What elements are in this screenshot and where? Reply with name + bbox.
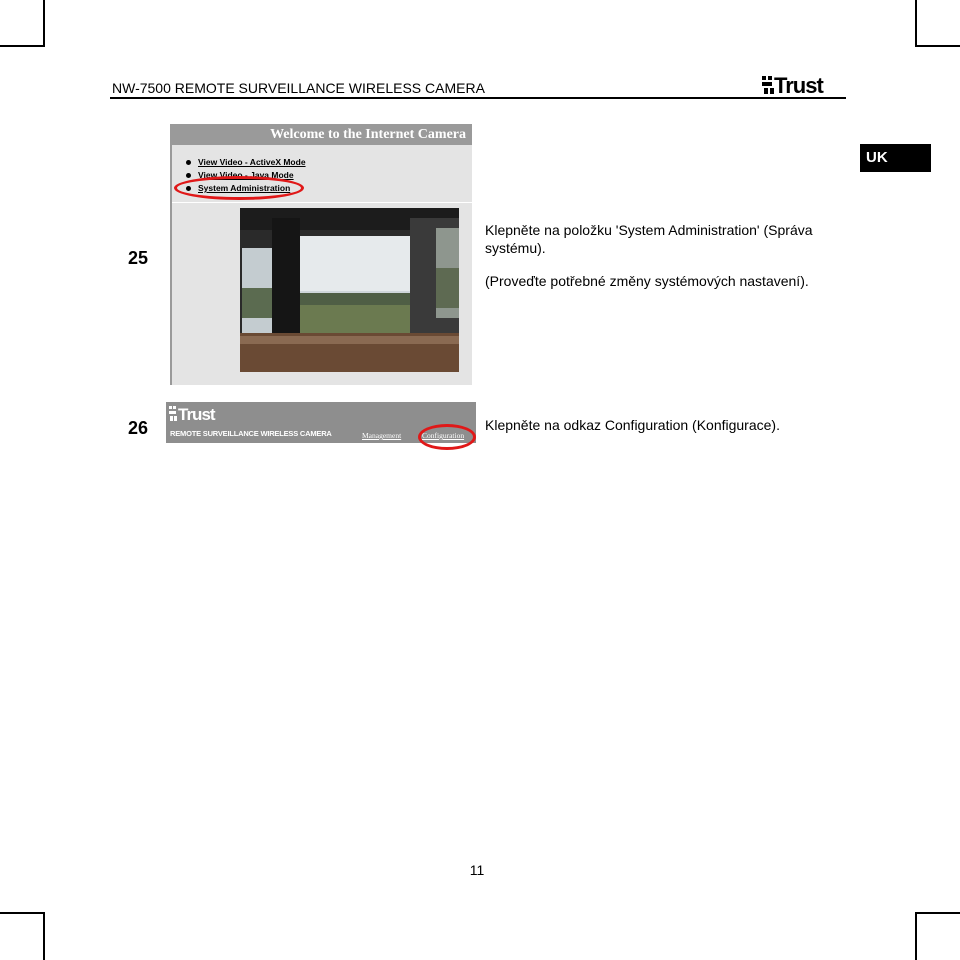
step-number: 26 [128, 418, 149, 438]
page-number: 11 [469, 862, 485, 878]
crop-mark-top-right-h [915, 45, 960, 47]
link-view-video-java: View Video - Java Mode [186, 169, 306, 182]
highlight-ellipse [418, 424, 476, 450]
crop-mark-top-left-v [43, 0, 45, 47]
link-system-administration: System Administration [186, 182, 306, 195]
crop-mark-bottom-left-v [43, 912, 45, 960]
crop-mark-bottom-right-h [915, 912, 960, 914]
header-rule [110, 97, 846, 99]
nav-management-link: Management [362, 431, 402, 440]
crop-mark-top-left-h [0, 45, 45, 47]
bullet-icon [186, 173, 191, 178]
svg-text:Trust: Trust [178, 405, 215, 422]
language-tab: UK [860, 144, 931, 172]
step-25-instruction: Klepněte na položku 'System Administration' (Správa systému). [485, 222, 813, 256]
crop-mark-bottom-left-h [0, 912, 45, 914]
trust-logo [762, 72, 844, 96]
document-title: NW-7500 REMOTE SURVEILLANCE WIRELESS CAMERA [112, 80, 485, 96]
bullet-icon [186, 160, 191, 165]
camera-view-photo [240, 208, 459, 372]
screenshot-title: Welcome to the Internet Camera [172, 124, 472, 145]
link-view-video-activex: View Video - ActiveX Mode [186, 156, 306, 169]
step-number: 25 [128, 248, 149, 268]
highlight-ellipse [174, 176, 304, 200]
nav-configuration-link: Configuration [422, 431, 465, 440]
crop-mark-bottom-right-v [915, 912, 917, 960]
trust-logo-small [169, 404, 231, 422]
svg-text:Trust: Trust [774, 73, 823, 96]
step-26-instruction: Klepněte na odkaz Configuration (Konfigurace). [485, 417, 780, 433]
crop-mark-top-right-v [915, 0, 917, 47]
screenshot-subtitle: REMOTE SURVEILLANCE WIRELESS CAMERA [170, 429, 332, 438]
step-25-note: (Proveďte potřebné změny systémových nastavení). [485, 273, 809, 289]
screenshot-separator [172, 202, 472, 203]
